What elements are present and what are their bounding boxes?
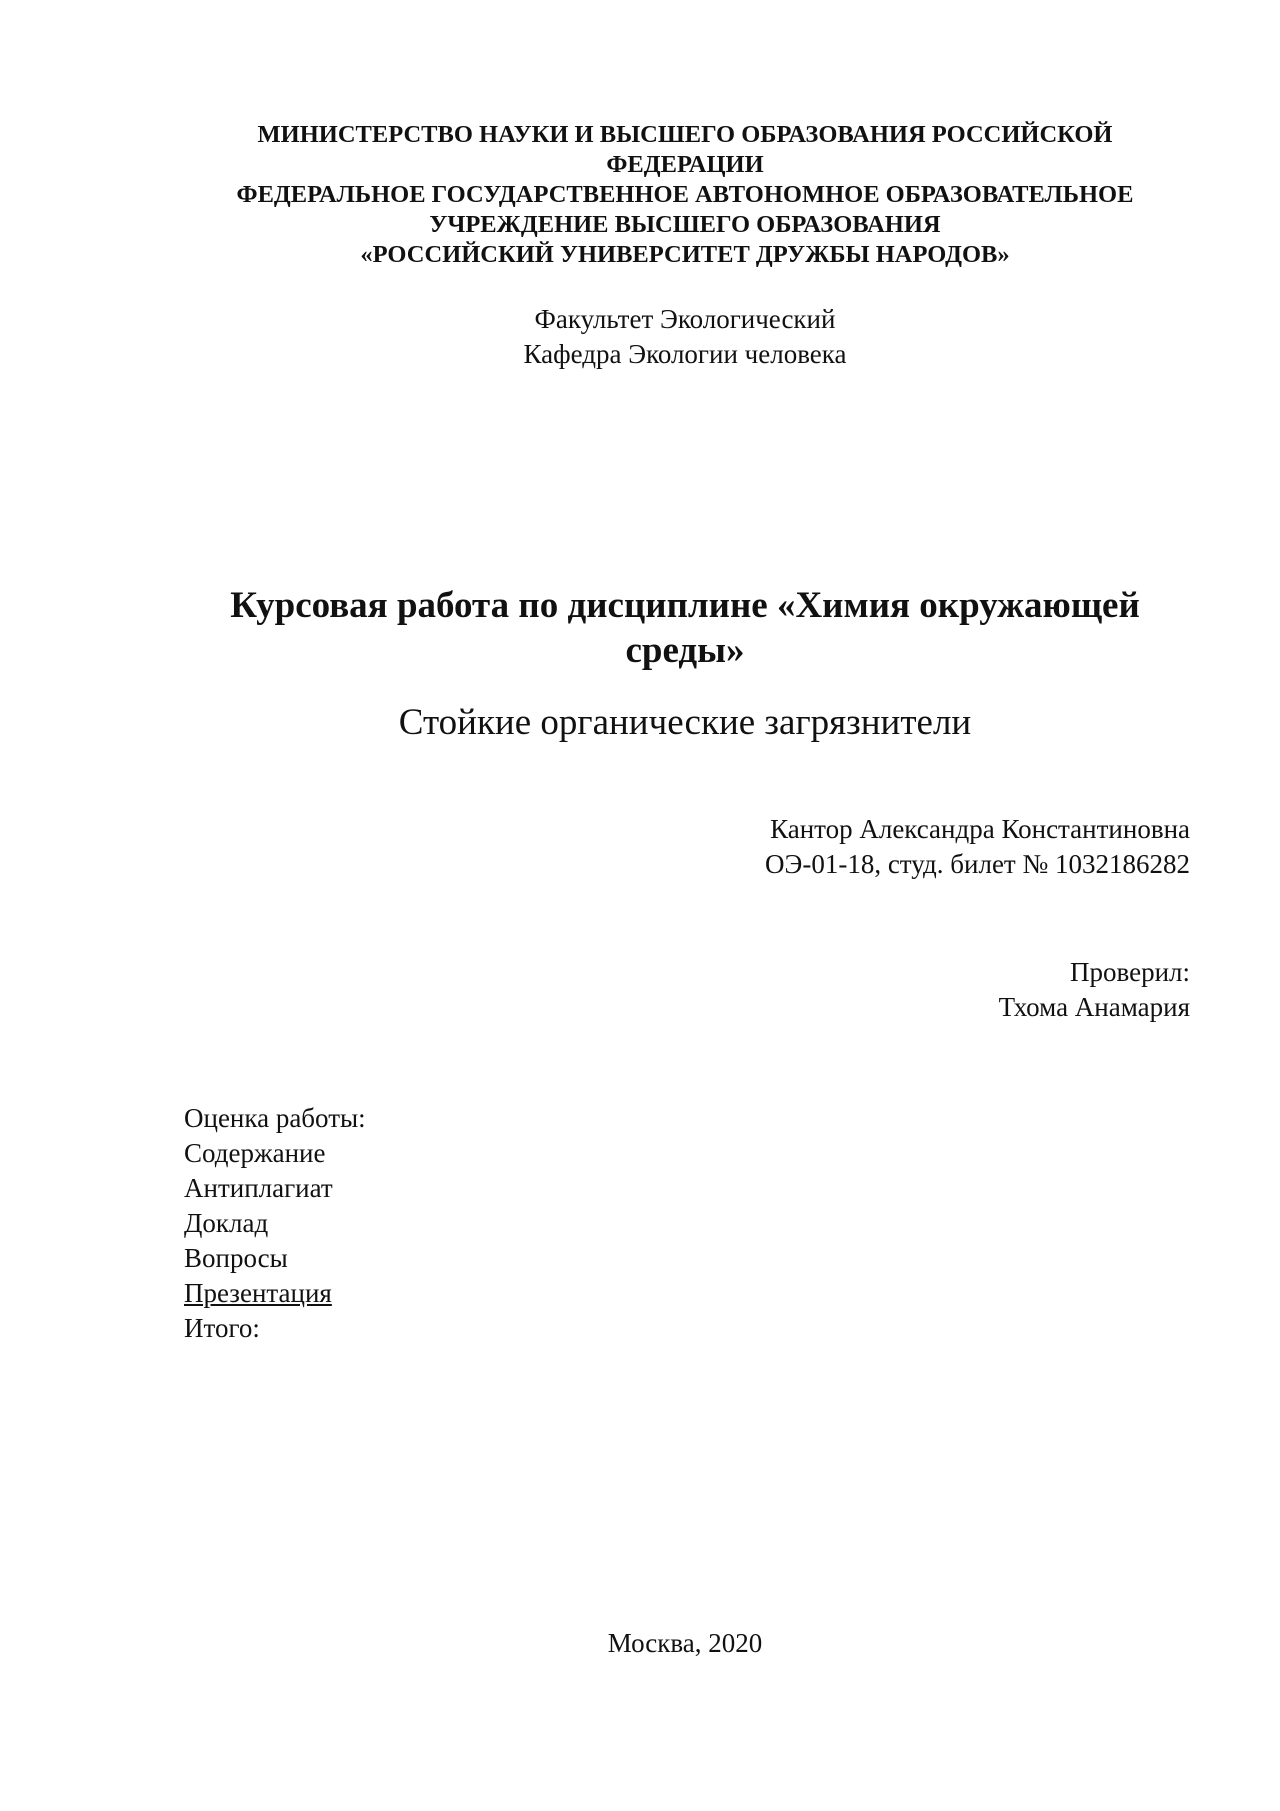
checker-name: Тхома Анамария (998, 992, 1190, 1022)
work-topic: Стойкие органические загрязнители (398, 702, 972, 743)
chair-name: Кафедра Экологии человека (523, 339, 847, 369)
checker-block (999, 955, 1190, 1025)
work-title (185, 583, 1185, 673)
header-line-3: ФЕДЕРАЛЬНОЕ ГОСУДАРСТВЕННОЕ АВТОНОМНОЕ ОБРАЗОВАТЕЛЬНОЕ (236, 181, 1134, 208)
title-line-1: Курсовая работа по дисциплине «Химия окружающей (230, 585, 1140, 626)
title-line-2: среды» (625, 630, 745, 671)
grading-block (184, 1101, 366, 1346)
checker-label: Проверил: (1070, 957, 1190, 987)
city-year: Москва, 2020 (607, 1628, 763, 1658)
grading-item-underlined: Презентация (184, 1278, 332, 1308)
grading-item (184, 1276, 366, 1311)
grading-item: Антиплагиат (184, 1173, 333, 1203)
author-group: ОЭ-01-18, студ. билет № 1032186282 (765, 849, 1190, 879)
grading-total: Итого: (184, 1313, 260, 1343)
department-block (185, 302, 1185, 372)
ministry-header (185, 120, 1185, 270)
header-line-1: МИНИСТЕРСТВО НАУКИ И ВЫСШЕГО ОБРАЗОВАНИЯ РОССИЙСКОЙ (257, 121, 1113, 148)
grading-item: Содержание (184, 1138, 326, 1168)
header-line-4: УЧРЕЖДЕНИЕ ВЫСШЕГО ОБРАЗОВАНИЯ (429, 211, 941, 238)
grading-item: Доклад (184, 1208, 269, 1238)
author-block (765, 812, 1190, 882)
header-line-2: ФЕДЕРАЦИИ (606, 151, 764, 178)
grading-heading: Оценка работы: (184, 1103, 366, 1133)
author-name: Кантор Александра Константиновна (770, 814, 1190, 844)
faculty-name: Факультет Экологический (534, 304, 836, 334)
header-line-5: «РОССИЙСКИЙ УНИВЕРСИТЕТ ДРУЖБЫ НАРОДОВ» (360, 241, 1010, 268)
grading-item: Вопросы (184, 1243, 288, 1273)
